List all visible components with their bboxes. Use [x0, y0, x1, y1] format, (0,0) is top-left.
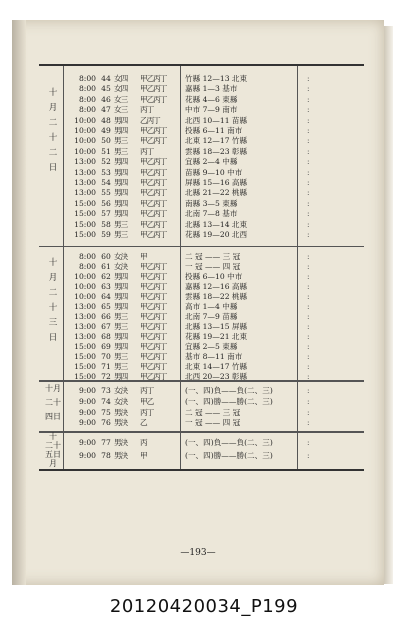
table-row: [39, 397, 364, 408]
match-number: 54: [101, 178, 111, 187]
match-teams: 雲縣 18—22 桃縣: [185, 292, 248, 301]
match-number: 45: [101, 84, 111, 94]
match-group: 甲乙丙丁: [140, 157, 167, 167]
match-time: 10:00: [74, 282, 96, 291]
match-group: 甲乙丙丁: [140, 84, 167, 94]
match-teams: 花縣 19—21 北東: [185, 332, 248, 341]
match-number: 62: [101, 272, 111, 281]
match-number: 78: [101, 450, 111, 460]
match-teams: 北東 12—17 竹縣: [185, 136, 248, 146]
match-teams: 嘉縣 12—16 高縣: [185, 282, 248, 291]
date-char: 五日: [45, 450, 61, 459]
match-category: 女決: [114, 396, 128, 406]
match-number: 65: [101, 302, 111, 311]
match-number: 60: [101, 252, 111, 261]
match-number: 56: [101, 198, 111, 208]
match-teams: 一 冠 —— 四 冠: [185, 262, 241, 271]
match-number: 61: [101, 262, 111, 271]
match-time: 9:00: [78, 438, 96, 447]
match-category: 男四: [114, 188, 128, 198]
match-group: 甲乙: [140, 396, 154, 406]
table-row: [39, 262, 364, 273]
match-category: 男四: [114, 198, 128, 208]
match-category: 男三: [114, 219, 128, 229]
match-number: 64: [101, 292, 111, 301]
match-group: 甲乙丙丁: [140, 262, 167, 271]
match-time: 9:00: [78, 386, 96, 395]
match-teams: 竹縣 12—13 北東: [185, 74, 248, 83]
match-category: 男四: [114, 302, 128, 311]
date-char: 十: [48, 133, 58, 143]
match-category: 女決: [114, 252, 128, 261]
match-time: 15:00: [74, 230, 96, 239]
page-number: —193—: [180, 548, 216, 558]
score-blank: :: [307, 302, 310, 311]
match-result: (一、四)勝——勝(二、三): [185, 450, 273, 460]
match-result: 二 冠 —— 三 冠: [185, 407, 241, 417]
match-time: 8:00: [78, 252, 96, 261]
match-group: 甲乙丙丁: [140, 198, 167, 208]
date-char: 十: [48, 88, 58, 98]
match-category: 男四: [114, 282, 128, 291]
score-blank: :: [307, 362, 310, 371]
match-number: 69: [101, 342, 111, 351]
match-group: 丙丁: [140, 146, 154, 156]
score-blank: :: [307, 178, 310, 187]
date-char: 四日: [45, 412, 61, 421]
table-row: [39, 386, 364, 397]
score-blank: :: [307, 342, 310, 351]
match-time: 13:00: [74, 332, 96, 341]
match-time: 8:00: [78, 94, 96, 104]
match-number: 49: [101, 126, 111, 135]
score-blank: :: [307, 450, 310, 460]
match-group: 甲乙丙丁: [140, 188, 167, 198]
match-number: 46: [101, 94, 111, 104]
score-blank: :: [307, 84, 310, 94]
table-row: [39, 147, 364, 158]
score-blank: :: [307, 312, 310, 321]
match-teams: 花縣 4—6 東縣: [185, 94, 238, 104]
match-group: 甲乙丙丁: [140, 292, 167, 301]
match-teams: 花縣 19—20 北西: [185, 230, 248, 239]
table-row: [39, 292, 364, 303]
match-category: 男四: [114, 209, 128, 219]
match-teams: 投縣 6—11 南市: [185, 126, 243, 135]
match-category: 女四: [114, 84, 128, 94]
match-group: 甲乙丙丁: [140, 230, 167, 239]
score-blank: :: [307, 396, 310, 406]
match-number: 68: [101, 332, 111, 341]
image-caption: 20120420034_P199: [109, 596, 299, 617]
match-category: 男四: [114, 178, 128, 187]
match-teams: 投縣 6—10 中市: [185, 272, 243, 281]
score-blank: :: [307, 352, 310, 361]
match-teams: 北縣 13—15 屏縣: [185, 322, 248, 331]
date-char: 十月: [45, 384, 61, 393]
match-group: 甲乙丙丁: [140, 342, 167, 351]
match-time: 13:00: [74, 157, 96, 167]
match-time: 9:00: [78, 407, 96, 417]
match-category: 女決: [114, 262, 128, 271]
match-teams: 北西 10—11 苗縣: [185, 115, 248, 125]
table-row: [39, 178, 364, 189]
score-blank: :: [307, 105, 310, 115]
match-teams: 宜縣 2—4 中縣: [185, 157, 238, 167]
table-row: [39, 312, 364, 323]
match-number: 73: [101, 386, 111, 395]
match-category: 男三: [114, 352, 128, 361]
schedule-rows: [39, 66, 364, 469]
match-time: 15:00: [74, 209, 96, 219]
match-category: 男四: [114, 272, 128, 281]
match-time: 10:00: [74, 146, 96, 156]
match-category: 男三: [114, 136, 128, 146]
match-group: 丙丁: [140, 386, 154, 395]
date-char: 十: [49, 432, 57, 441]
table-row: [39, 362, 364, 373]
match-number: 75: [101, 407, 111, 417]
match-time: 13:00: [74, 178, 96, 187]
match-teams: 北西 20—23 彰縣: [185, 372, 248, 381]
match-category: 男四: [114, 332, 128, 341]
score-blank: :: [307, 292, 310, 301]
match-category: 男四: [114, 342, 128, 351]
match-category: 女四: [114, 74, 128, 83]
match-time: 15:00: [74, 342, 96, 351]
date-char: 三: [48, 318, 58, 328]
match-teams: 嘉縣 1—3 基市: [185, 84, 238, 94]
match-group: 甲乙丙丁: [140, 219, 167, 229]
match-number: 77: [101, 438, 111, 447]
score-blank: :: [307, 407, 310, 417]
table-row: [39, 157, 364, 168]
match-number: 55: [101, 188, 111, 198]
match-group: 甲乙丙丁: [140, 178, 167, 187]
table-row: [39, 220, 364, 231]
match-time: 8:00: [78, 262, 96, 271]
match-time: 9:00: [78, 396, 96, 406]
score-blank: :: [307, 74, 310, 83]
match-teams: 南縣 3—5 東縣: [185, 198, 238, 208]
match-category: 男決: [114, 438, 128, 447]
table-row: [39, 188, 364, 199]
table-row: [39, 352, 364, 363]
match-category: 女決: [114, 386, 128, 395]
score-blank: :: [307, 188, 310, 198]
table-row: [39, 272, 364, 283]
match-time: 10:00: [74, 115, 96, 125]
match-number: 50: [101, 136, 111, 146]
table-row: [39, 105, 364, 116]
match-group: 甲乙丙丁: [140, 167, 167, 177]
match-time: 15:00: [74, 362, 96, 371]
match-number: 67: [101, 322, 111, 331]
match-time: 15:00: [74, 198, 96, 208]
score-blank: :: [307, 146, 310, 156]
match-group: 甲: [140, 252, 147, 261]
match-number: 59: [101, 230, 111, 239]
score-blank: :: [307, 418, 310, 428]
score-blank: :: [307, 209, 310, 219]
table-row: [39, 282, 364, 293]
match-group: 甲乙丙丁: [140, 74, 167, 83]
table-row: [39, 199, 364, 210]
match-time: 15:00: [74, 352, 96, 361]
match-teams: 北南 7—8 基市: [185, 209, 238, 219]
match-group: 甲乙丙丁: [140, 94, 167, 104]
match-category: 男四: [114, 126, 128, 135]
table-row: [39, 451, 364, 462]
match-time: 13:00: [74, 167, 96, 177]
match-category: 男三: [114, 230, 128, 239]
match-group: 乙: [140, 418, 147, 428]
score-blank: :: [307, 438, 310, 447]
match-teams: 北南 7—9 苗縣: [185, 312, 238, 321]
match-number: 44: [101, 74, 111, 83]
match-group: 甲乙丙丁: [140, 209, 167, 219]
match-group: 丙丁: [140, 407, 154, 417]
match-number: 53: [101, 167, 111, 177]
match-time: 13:00: [74, 188, 96, 198]
match-number: 66: [101, 312, 111, 321]
match-teams: 北縣 21—22 桃縣: [185, 188, 248, 198]
match-teams: 北東 14—17 竹縣: [185, 362, 248, 371]
match-category: 男四: [114, 157, 128, 167]
match-number: 63: [101, 282, 111, 291]
table-row: [39, 95, 364, 106]
match-category: 男三: [114, 322, 128, 331]
score-blank: :: [307, 157, 310, 167]
date-char: 二: [48, 288, 58, 298]
match-group: 甲乙丙丁: [140, 272, 167, 281]
match-group: 甲乙丙丁: [140, 372, 167, 381]
match-group: 甲乙丙丁: [140, 312, 167, 321]
match-teams: 基市 8—11 南市: [185, 352, 243, 361]
table-row: [39, 302, 364, 313]
match-number: 74: [101, 396, 111, 406]
score-blank: :: [307, 126, 310, 135]
match-teams: 高市 1—4 中縣: [185, 302, 238, 311]
match-result: (一、四)勝——勝(二、三): [185, 396, 273, 406]
match-category: 男四: [114, 115, 128, 125]
match-number: 47: [101, 105, 111, 115]
match-time: 8:00: [78, 84, 96, 94]
date-char: 二: [48, 118, 58, 128]
match-category: 男決: [114, 418, 128, 428]
table-row: [39, 136, 364, 147]
match-category: 女三: [114, 94, 128, 104]
table-row: [39, 74, 364, 85]
table-row: [39, 332, 364, 343]
date-char: 日: [48, 163, 58, 173]
match-group: 丙: [140, 438, 147, 447]
date-char: 月: [49, 459, 57, 468]
match-time: 8:00: [78, 105, 96, 115]
match-number: 58: [101, 219, 111, 229]
match-group: 甲乙丙丁: [140, 322, 167, 331]
book-spine: [12, 20, 26, 585]
match-number: 71: [101, 362, 111, 371]
match-category: 男三: [114, 146, 128, 156]
score-blank: :: [307, 167, 310, 177]
match-time: 13:00: [74, 322, 96, 331]
score-blank: :: [307, 252, 310, 261]
match-time: 9:00: [78, 418, 96, 428]
match-teams: 宜縣 2—5 東縣: [185, 342, 238, 351]
date-char: 月: [48, 273, 58, 283]
match-group: 乙丙丁: [140, 115, 160, 125]
match-time: 15:00: [74, 219, 96, 229]
match-category: 男四: [114, 167, 128, 177]
date-char: 月: [48, 103, 58, 113]
date-char: 日: [48, 333, 58, 343]
table-row: [39, 230, 364, 241]
match-category: 男四: [114, 372, 128, 381]
schedule-table: [39, 64, 364, 471]
table-row: [39, 209, 364, 220]
date-char: 十: [48, 303, 58, 313]
table-row: [39, 342, 364, 353]
score-blank: :: [307, 219, 310, 229]
match-time: 10:00: [74, 126, 96, 135]
match-group: 甲乙丙丁: [140, 302, 167, 311]
score-blank: :: [307, 272, 310, 281]
date-char: 二: [48, 148, 58, 158]
match-teams: 苗縣 9—10 中市: [185, 167, 243, 177]
match-time: 10:00: [74, 136, 96, 146]
table-row: [39, 322, 364, 333]
score-blank: :: [307, 332, 310, 341]
match-time: 9:00: [78, 450, 96, 460]
match-category: 女三: [114, 105, 128, 115]
match-number: 72: [101, 372, 111, 381]
match-time: 10:00: [74, 292, 96, 301]
match-group: 甲乙丙丁: [140, 332, 167, 341]
score-blank: :: [307, 372, 310, 381]
match-teams: 屏縣 15—16 高縣: [185, 178, 248, 187]
match-group: 甲乙丙丁: [140, 362, 167, 371]
match-number: 51: [101, 146, 111, 156]
match-number: 57: [101, 209, 111, 219]
score-blank: :: [307, 136, 310, 146]
match-number: 70: [101, 352, 111, 361]
match-result: (一、四)負——負(二、三): [185, 386, 273, 395]
date-char: 十: [48, 258, 58, 268]
match-result: (一、四)負——負(二、三): [185, 438, 273, 447]
match-category: 男四: [114, 292, 128, 301]
match-group: 丙丁: [140, 105, 154, 115]
match-teams: 中市 7—9 南市: [185, 105, 238, 115]
table-row: [39, 116, 364, 127]
score-blank: :: [307, 198, 310, 208]
score-blank: :: [307, 115, 310, 125]
score-blank: :: [307, 262, 310, 271]
date-char: 二十: [45, 441, 61, 450]
match-category: 男決: [114, 407, 128, 417]
score-blank: :: [307, 230, 310, 239]
match-group: 甲乙丙丁: [140, 126, 167, 135]
table-row: [39, 438, 364, 449]
match-time: 15:00: [74, 372, 96, 381]
match-number: 52: [101, 157, 111, 167]
paper-edge: [384, 26, 393, 584]
match-number: 76: [101, 418, 111, 428]
table-row: [39, 168, 364, 179]
match-category: 男三: [114, 312, 128, 321]
match-teams: 雲縣 18—23 彰縣: [185, 146, 248, 156]
table-row: [39, 126, 364, 137]
match-group: 甲乙丙丁: [140, 282, 167, 291]
score-blank: :: [307, 322, 310, 331]
match-time: 10:00: [74, 272, 96, 281]
match-group: 甲乙丙丁: [140, 352, 167, 361]
match-teams: 二 冠 —— 三 冠: [185, 252, 241, 261]
date-char: 二十: [45, 398, 61, 407]
match-teams: 北縣 13—14 北東: [185, 219, 248, 229]
score-blank: :: [307, 94, 310, 104]
match-group: 甲: [140, 450, 147, 460]
match-time: 8:00: [78, 74, 96, 83]
table-row: [39, 84, 364, 95]
table-row: [39, 408, 364, 419]
match-category: 男決: [114, 450, 128, 460]
match-number: 48: [101, 115, 111, 125]
table-row: [39, 418, 364, 429]
match-result: 一 冠 —— 四 冠: [185, 418, 241, 428]
table-row: [39, 252, 364, 263]
score-blank: :: [307, 386, 310, 395]
book-page: [12, 20, 384, 585]
match-time: 13:00: [74, 312, 96, 321]
table-row: [39, 372, 364, 383]
score-blank: :: [307, 282, 310, 291]
match-category: 男三: [114, 362, 128, 371]
match-time: 13:00: [74, 302, 96, 311]
match-group: 甲乙丙丁: [140, 136, 167, 146]
